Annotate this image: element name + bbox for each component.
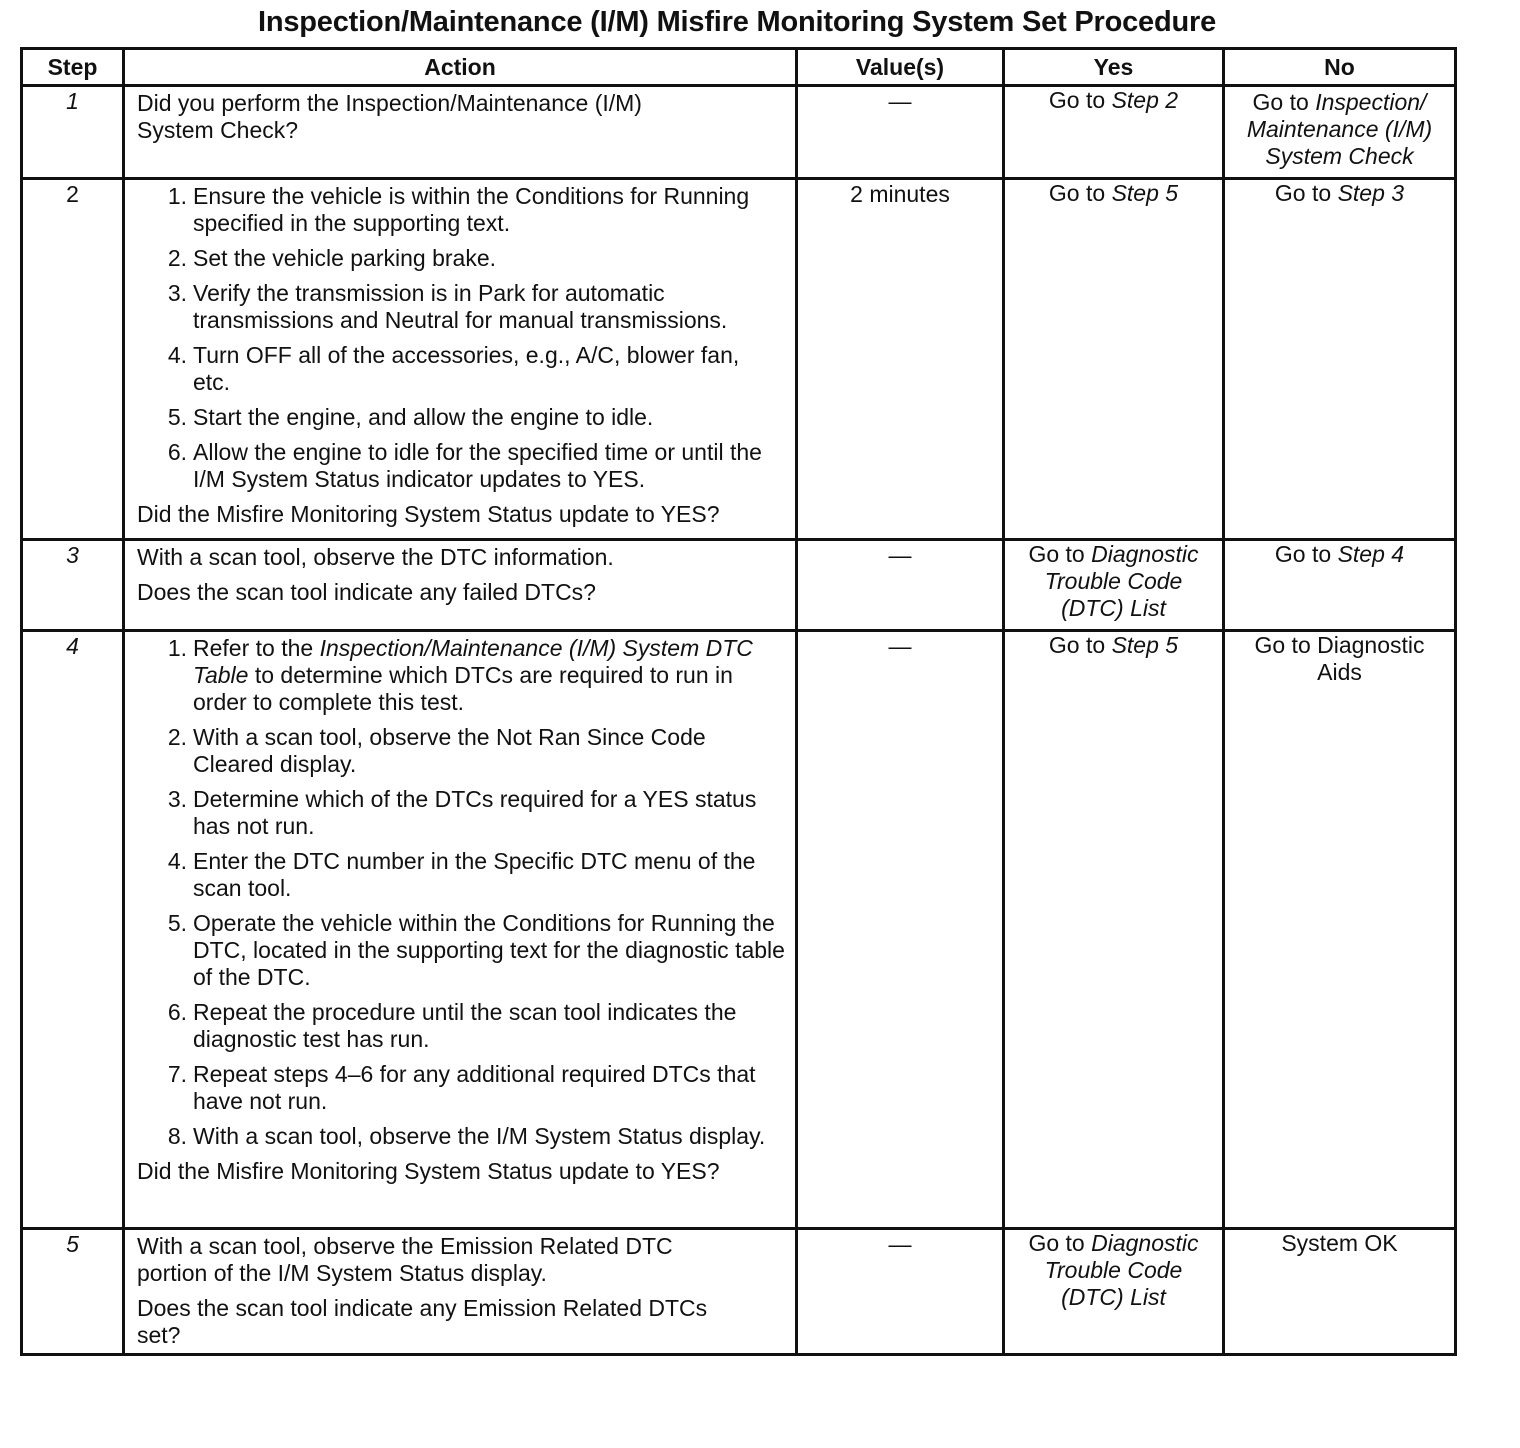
no-link-step-4[interactable]: Step 4	[1337, 541, 1405, 567]
list-item: 2. With a scan tool, observe the Not Ran Since Code Cleared display.	[167, 724, 706, 777]
yes-link-step-5[interactable]: Step 5	[1111, 632, 1179, 658]
yes-cell	[1004, 1229, 1224, 1355]
action-list	[137, 183, 789, 493]
list-item: 5. Start the engine, and allow the engine to idle.	[167, 404, 654, 430]
header-values: Value(s)	[797, 49, 1004, 86]
yes-prefix: Go to	[1048, 180, 1112, 206]
table-row	[22, 86, 1456, 179]
value-cell: —	[797, 1229, 1004, 1355]
yes-link-step-5[interactable]: Step 5	[1111, 180, 1179, 206]
action-question: Did the Misfire Monitoring System Status update to YES?	[137, 1158, 720, 1184]
yes-link-dtc-list[interactable]: Diagnostic Trouble Code (DTC) List	[1044, 541, 1199, 621]
no-prefix: Go to	[1252, 89, 1316, 115]
table-row	[22, 179, 1456, 540]
value-cell: —	[797, 540, 1004, 631]
list-item: 4. Enter the DTC number in the Specific DTC menu of the scan tool.	[167, 848, 756, 901]
yes-prefix: Go to	[1048, 87, 1112, 113]
no-cell	[1224, 86, 1456, 179]
table-row	[22, 1229, 1456, 1355]
dtc-table-reference[interactable]: Inspection/Maintenance (I/M) System DTC Table	[193, 635, 753, 688]
yes-cell	[1004, 179, 1224, 540]
no-cell	[1224, 631, 1456, 1229]
no-link-diagnostic-aids[interactable]: Go to Diagnostic Aids	[1254, 632, 1425, 685]
no-link-step-3[interactable]: Step 3	[1337, 180, 1405, 206]
action-cell	[124, 1229, 797, 1355]
header-no: No	[1224, 49, 1456, 86]
action-cell	[124, 540, 797, 631]
list-item: 3. Verify the transmission is in Park for automatic transmissions and Neutral for manual transmissions.	[167, 280, 728, 333]
list-item: 6. Repeat the procedure until the scan tool indicates the diagnostic test has run.	[167, 999, 737, 1052]
no-link-im-system-check[interactable]: Inspection/ Maintenance (I/M) System Check	[1246, 89, 1433, 169]
no-cell	[1224, 540, 1456, 631]
header-row	[22, 49, 1456, 86]
step-number: 3	[22, 540, 124, 631]
value-cell: —	[797, 86, 1004, 179]
step-number: 2	[22, 179, 124, 540]
list-item: 8. With a scan tool, observe the I/M System Status display.	[167, 1123, 766, 1149]
list-item: 1. Ensure the vehicle is within the Conditions for Running specified in the supporting text.	[167, 183, 750, 236]
list-item: 4. Turn OFF all of the accessories, e.g., A/C, blower fan, etc.	[167, 342, 740, 395]
action-cell	[124, 86, 797, 179]
step-number: 4	[22, 631, 124, 1229]
value-cell: 2 minutes	[797, 179, 1004, 540]
action-question: Does the scan tool indicate any Emission Related DTCs set?	[137, 1295, 708, 1348]
value-cell: —	[797, 631, 1004, 1229]
yes-cell	[1004, 540, 1224, 631]
page-title: Inspection/Maintenance (I/M) Misfire Monitoring System Set Procedure	[257, 6, 1217, 38]
action-question: Did the Misfire Monitoring System Status update to YES?	[137, 501, 720, 527]
yes-link-dtc-list[interactable]: Diagnostic Trouble Code (DTC) List	[1044, 1230, 1199, 1310]
header-step: Step	[22, 49, 124, 86]
header-yes: Yes	[1004, 49, 1224, 86]
yes-prefix: Go to	[1048, 632, 1112, 658]
step-number: 5	[22, 1229, 124, 1355]
list-item: 6. Allow the engine to idle for the specified time or until the I/M System Status indicator updates to YES.	[167, 439, 762, 492]
action-instruction: With a scan tool, observe the DTC information.	[137, 544, 614, 570]
yes-prefix: Go to	[1028, 1230, 1092, 1256]
yes-link-step-2[interactable]: Step 2	[1111, 87, 1179, 113]
action-question: Does the scan tool indicate any failed DTCs?	[137, 579, 596, 605]
list-item: 2. Set the vehicle parking brake.	[167, 245, 497, 271]
yes-prefix: Go to	[1028, 541, 1092, 567]
list-item: 1. Refer to the Inspection/Maintenance (I/M) System DTC Table to determine which DTCs are required to run in order to complete this test.	[167, 635, 753, 715]
yes-cell	[1004, 631, 1224, 1229]
list-item: 7. Repeat steps 4–6 for any additional required DTCs that have not run.	[167, 1061, 756, 1114]
table-row	[22, 540, 1456, 631]
table-row	[22, 631, 1456, 1229]
action-list	[137, 635, 789, 1150]
header-action: Action	[124, 49, 797, 86]
yes-cell	[1004, 86, 1224, 179]
action-instruction: With a scan tool, observe the Emission Related DTC portion of the I/M System Status display.	[137, 1233, 673, 1286]
list-item: 5. Operate the vehicle within the Conditions for Running the DTC, located in the supporting text for the diagnostic table of the DTC.	[167, 910, 785, 990]
procedure-table	[20, 47, 1457, 1356]
no-cell: System OK	[1224, 1229, 1456, 1355]
no-prefix: Go to	[1274, 180, 1338, 206]
no-cell	[1224, 179, 1456, 540]
action-cell	[124, 179, 797, 540]
step-number: 1	[22, 86, 124, 179]
action-question: Did you perform the Inspection/Maintenance (I/M) System Check?	[137, 90, 642, 143]
no-prefix: Go to	[1274, 541, 1338, 567]
action-cell	[124, 631, 797, 1229]
list-item: 3. Determine which of the DTCs required for a YES status has not run.	[167, 786, 757, 839]
